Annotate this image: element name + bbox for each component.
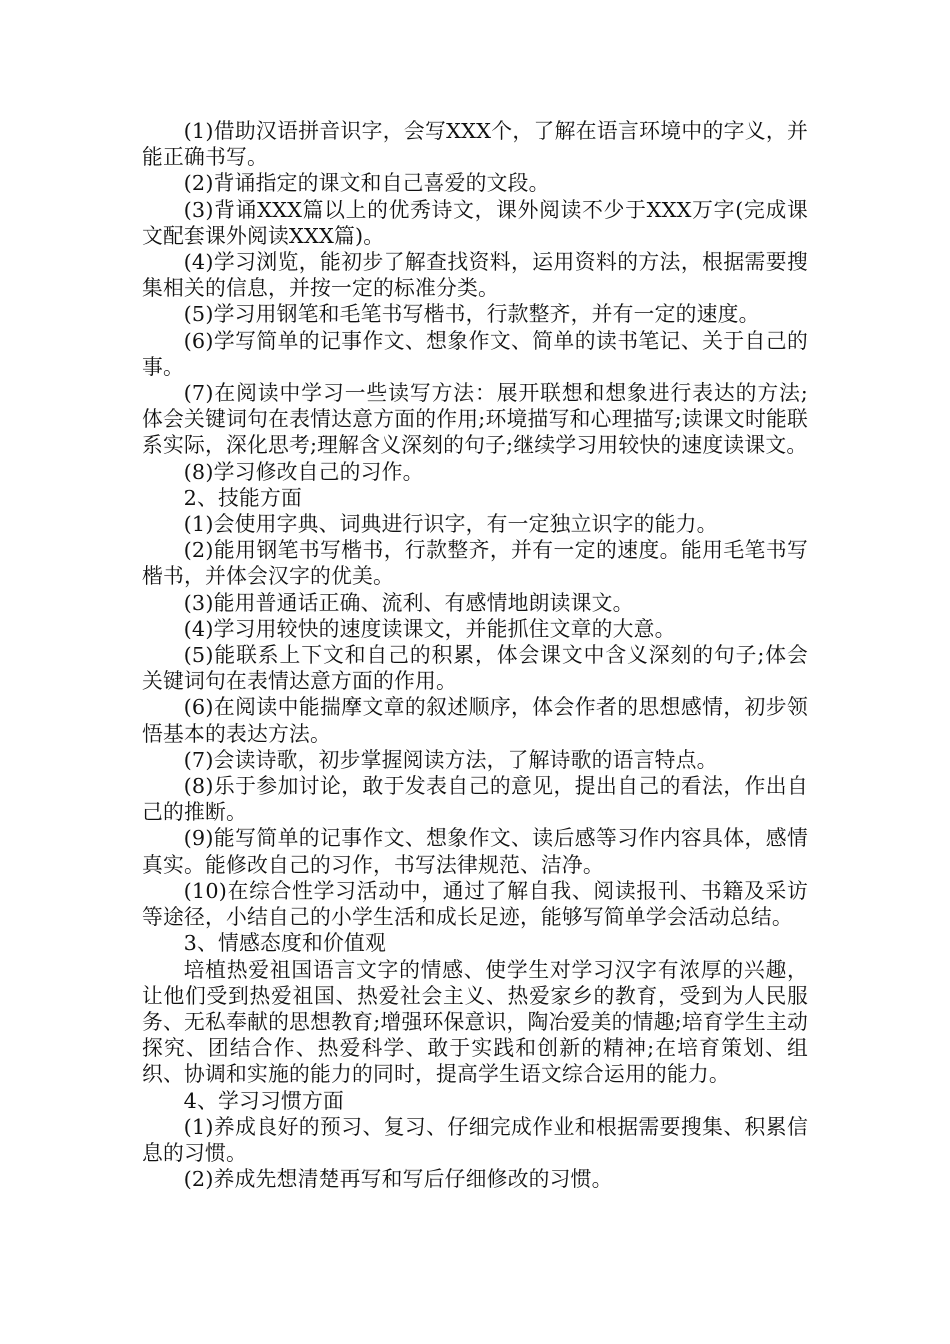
paragraph-basic-2: (2)背诵指定的课文和自己喜爱的文段。 [183, 171, 550, 196]
paragraph-habits-1: (1)养成良好的预习、复习、仔细完成作业和根据需要搜集、积累信息的习惯。 [142, 1114, 808, 1165]
paragraph-basic-8: (8)学习修改自己的习作。 [183, 459, 424, 484]
paragraph-skills-7: (7)会读诗歌，初步掌握阅读方法，了解诗歌的语言特点。 [183, 747, 718, 772]
paragraph-basic-1: (1)借助汉语拼音识字，会写XXX个，了解在语言环境中的字义，并能正确书写。 [142, 119, 808, 170]
paragraph-habits-2: (2)养成先想清楚再写和写后仔细修改的习惯。 [183, 1167, 613, 1192]
paragraph-skills-1: (1)会使用字典、词典进行识字，有一定独立识字的能力。 [183, 512, 718, 537]
paragraph-skills-6: (6)在阅读中能揣摩文章的叙述顺序，体会作者的思想感情，初步领悟基本的表达方法。 [142, 695, 808, 746]
paragraph-skills-9: (9)能写简单的记事作文、想象作文、读后感等习作内容具体，感情真实。能修改自己的习作，书写法律规范、洁净。 [142, 826, 808, 877]
paragraph-basic-7: (7)在阅读中学习一些读写方法：展开联想和想象进行表达的方法;体会关键词句在表情达意方面的作用;环境描写和心理描写;读课文时能联系实际，深化思考;理解含义深刻的句子;继续学习用较快的速度读课文。 [142, 381, 808, 458]
paragraph-attitude: 培植热爱祖国语言文字的情感、使学生对学习汉字有浓厚的兴趣，让他们受到热爱祖国、热爱社会主义、热爱家乡的教育，受到为人民服务、无私奉献的思想教育;增强环保意识，陶冶爱美的情趣;培育学生主动探究、团结合作、热爱科学、敢于实践和创新的精神;在培育策划、组织、协调和实施的能力的同时，提高学生语文综合运用的能力。 [142, 957, 808, 1087]
section-heading-attitude: 3、情感态度和价值观 [183, 931, 386, 956]
paragraph-basic-3: (3)背诵XXX篇以上的优秀诗文，课外阅读不少于XXX万字(完成课文配套课外阅读XXX篇)。 [142, 197, 808, 248]
paragraph-skills-10: (10)在综合性学习活动中，通过了解自我、阅读报刊、书籍及采访等途径，小结自己的小学生活和成长足迹，能够写简单学会活动总结。 [142, 878, 808, 930]
paragraph-skills-2: (2)能用钢笔书写楷书，行款整齐，并有一定的速度。能用毛笔书写楷书，并体会汉字的优美。 [142, 538, 808, 589]
section-heading-skills: 2、技能方面 [183, 485, 303, 510]
paragraph-skills-3: (3)能用普通话正确、流利、有感情地朗读课文。 [183, 590, 634, 615]
paragraph-skills-8: (8)乐于参加讨论，敢于发表自己的意见，提出自己的看法，作出自己的推断。 [142, 774, 808, 825]
paragraph-basic-5: (5)学习用钢笔和毛笔书写楷书，行款整齐，并有一定的速度。 [183, 302, 760, 327]
paragraph-basic-4: (4)学习浏览，能初步了解查找资料，运用资料的方法，根据需要搜集相关的信息，并按一定的标准分类。 [142, 250, 808, 301]
section-heading-habits: 4、学习习惯方面 [183, 1088, 345, 1113]
paragraph-skills-5: (5)能联系上下文和自己的积累，体会课文中含义深刻的句子;体会关键词句在表情达意方面的作用。 [142, 643, 808, 694]
paragraph-basic-6: (6)学写简单的记事作文、想象作文、简单的读书笔记、关于自己的事。 [142, 328, 808, 379]
document-page [142, 118, 808, 1192]
paragraph-skills-4: (4)学习用较快的速度读课文，并能抓住文章的大意。 [183, 616, 676, 641]
